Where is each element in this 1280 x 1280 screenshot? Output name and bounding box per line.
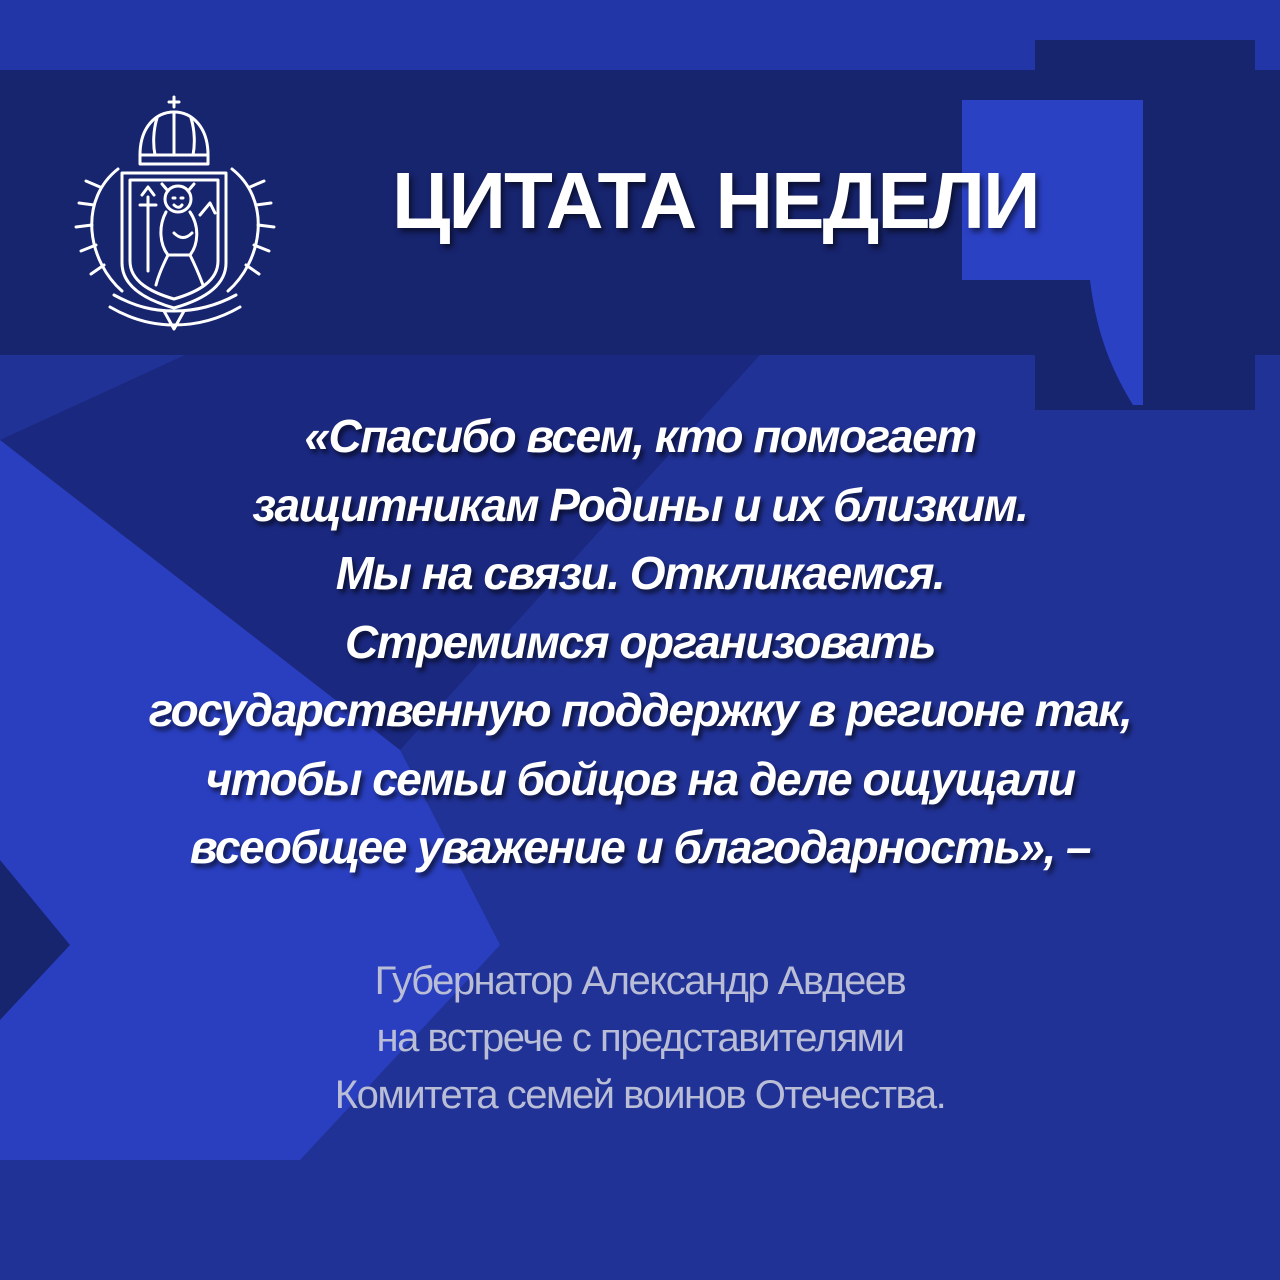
lion-sickle [200, 203, 215, 215]
page-title: ЦИТАТА НЕДЕЛИ [392, 156, 1039, 245]
crown-band [140, 155, 208, 164]
attribution-line: Губернатор Александр Авдеев [374, 959, 906, 1003]
wreath-right [228, 169, 258, 291]
attribution-line: Комитета семей воинов Отечества. [334, 1073, 946, 1117]
quote-line: «Спасибо всем, кто помогает [304, 410, 976, 462]
quote-line: Мы на связи. Откликаемся. [335, 547, 945, 599]
coat-of-arms-icon [70, 95, 280, 335]
quote-attribution [0, 953, 1280, 1124]
crown-cross [169, 97, 179, 107]
quote-line: защитникам Родины и их близким. [252, 478, 1028, 531]
wreath-left [92, 169, 122, 291]
attribution-line: на встрече с представителями [376, 1016, 904, 1060]
lion-spade [140, 187, 156, 271]
quote-line: государственную поддержку в регионе так, [148, 684, 1132, 736]
lion-details [168, 233, 192, 255]
quote-text [0, 402, 1280, 882]
lion-body [156, 212, 203, 285]
crown-ribs [154, 112, 195, 155]
shield-outer [122, 173, 226, 308]
quote-line: всеобщее уважение и благодарность», – [189, 821, 1091, 873]
quote-line: чтобы семьи бойцов на деле ощущали [205, 752, 1075, 805]
quote-line: Стремимся организовать [345, 615, 935, 668]
